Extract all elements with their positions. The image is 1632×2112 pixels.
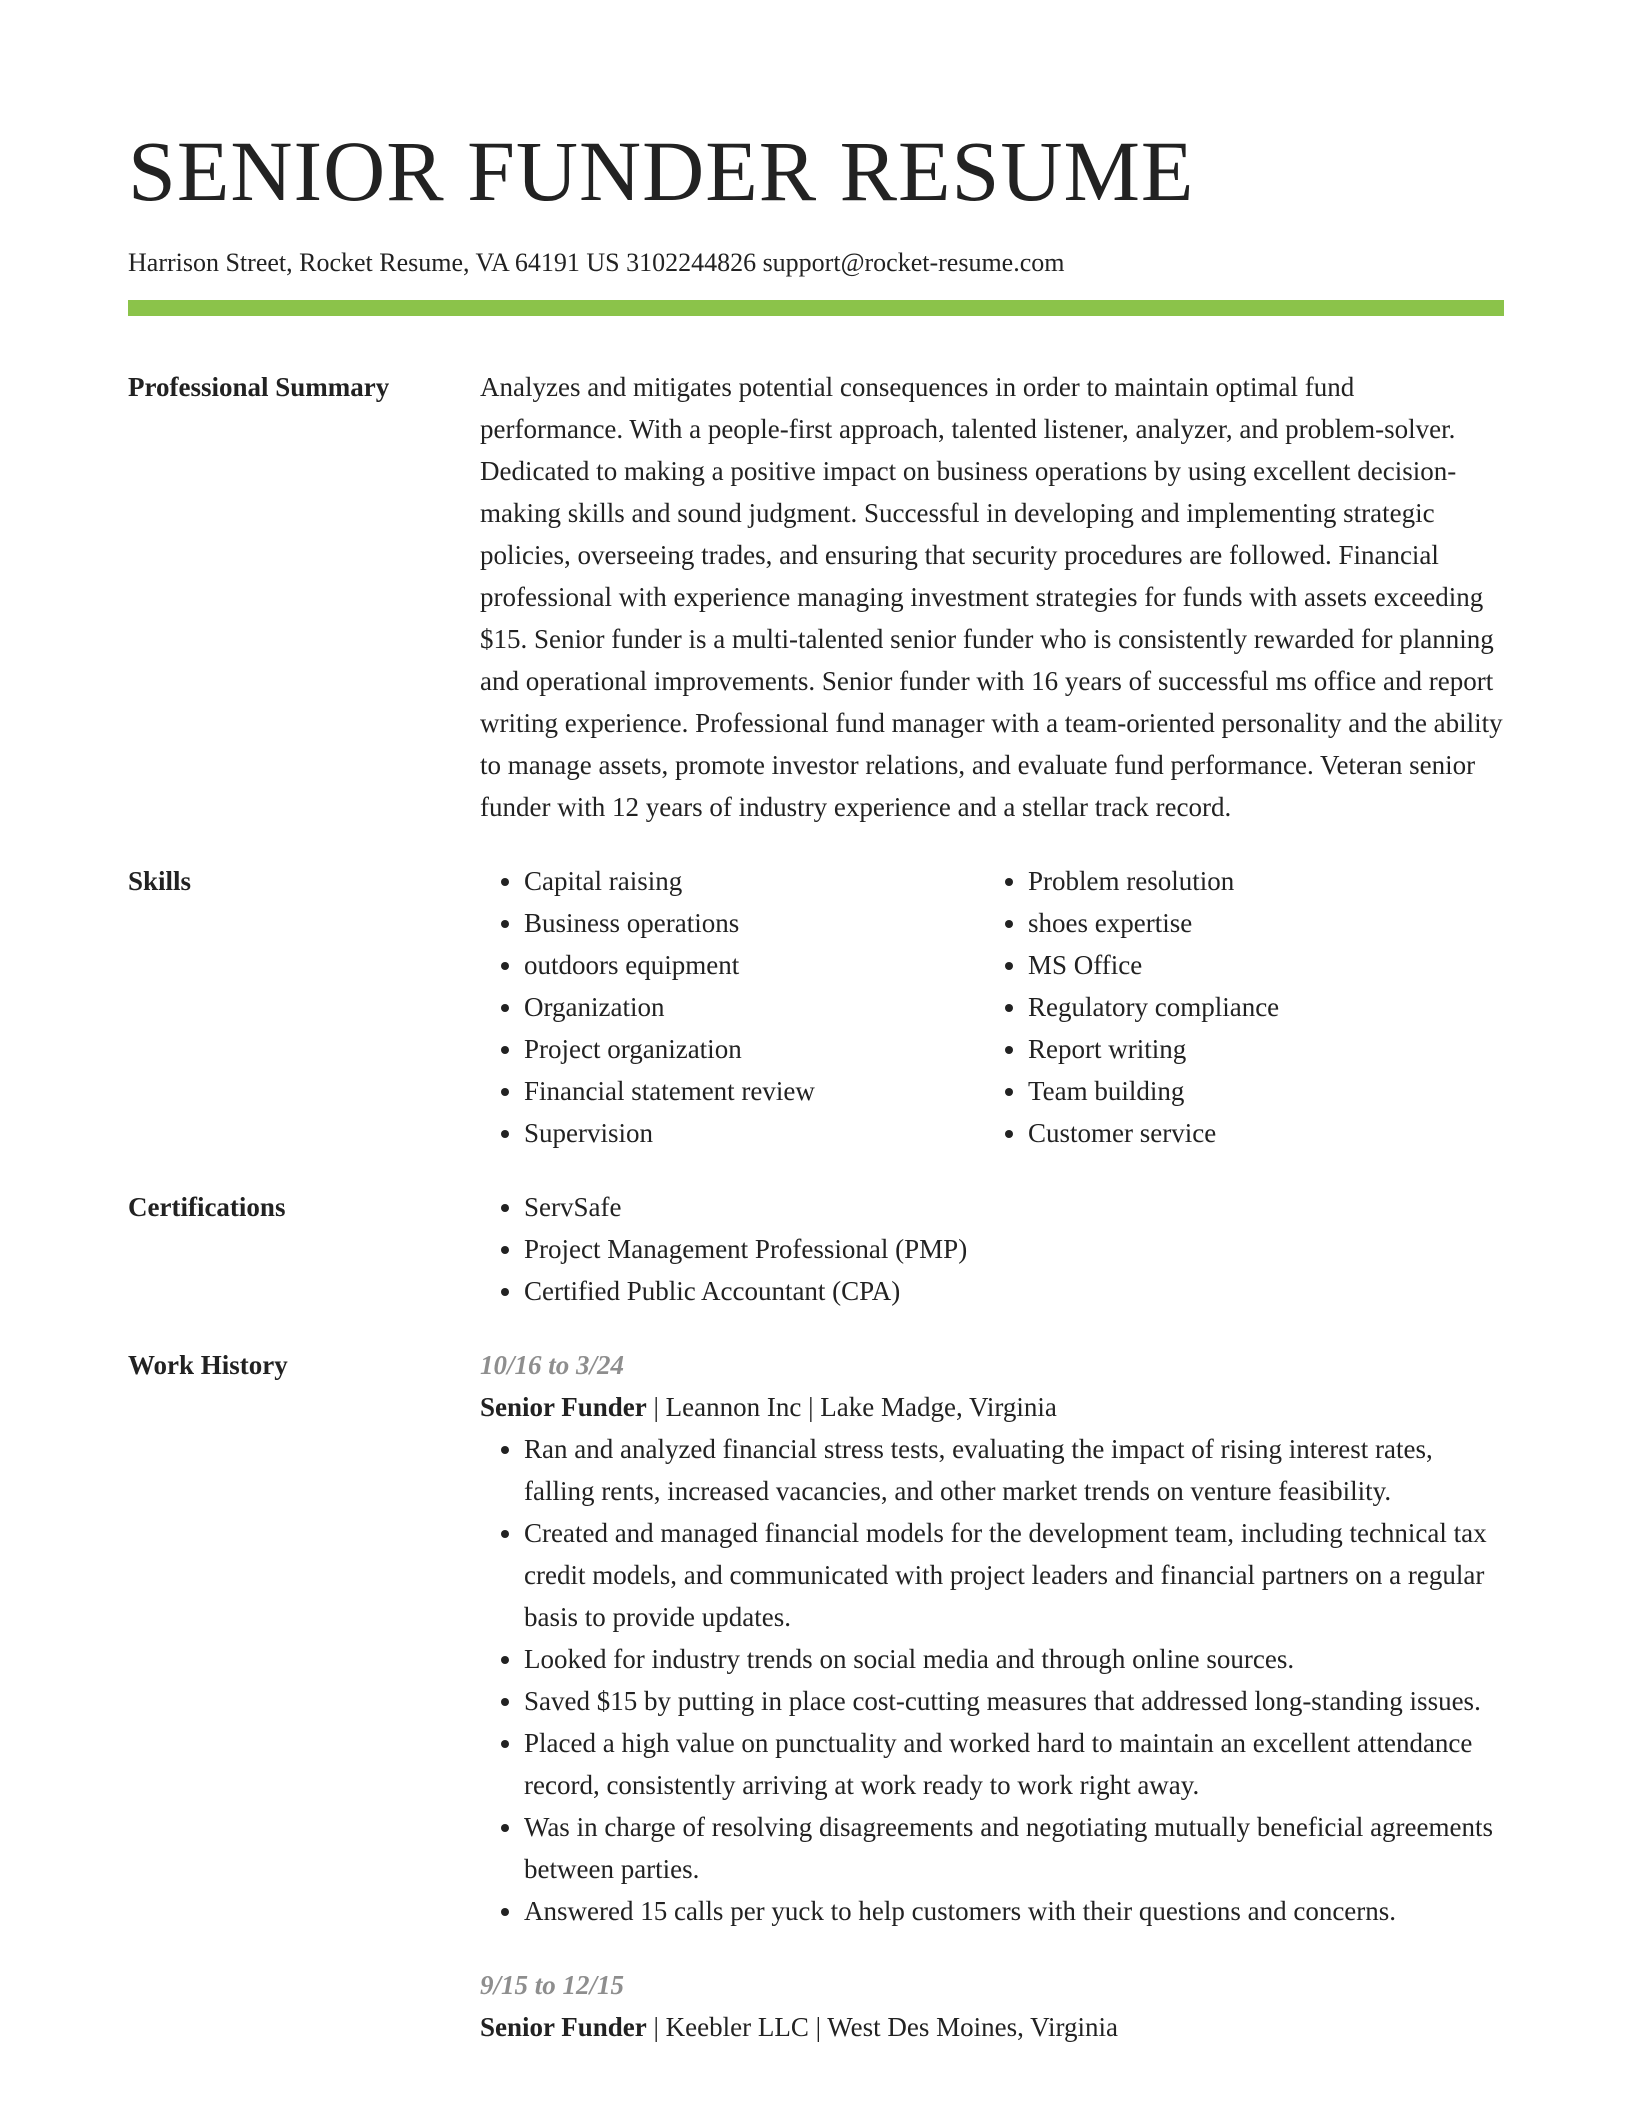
certification-item: • Certified Public Accountant (CPA) — [524, 1270, 1504, 1312]
skill-item: • Regulatory compliance — [1028, 986, 1488, 1028]
job-dates: 10/16 to 3/24 — [480, 1350, 625, 1380]
section-label-certifications: Certifications — [128, 1192, 286, 1222]
job-heading — [480, 2006, 1504, 2048]
job-entry — [480, 1964, 1504, 2048]
work-history-section — [128, 1344, 1504, 2048]
summary-section — [128, 366, 1504, 828]
job-bullet: • Answered 15 calls per yuck to help customers with their questions and concerns. — [524, 1890, 1504, 1932]
certifications-list — [480, 1186, 1504, 1312]
skill-item: • Business operations — [524, 902, 984, 944]
job-heading — [480, 1386, 1504, 1428]
skill-item: • Team building — [1028, 1070, 1488, 1112]
skill-item: • Capital raising — [524, 860, 984, 902]
job-bullets — [480, 1428, 1504, 1932]
skill-item: • MS Office — [1028, 944, 1488, 986]
skill-item: • Project organization — [524, 1028, 984, 1070]
contact-line: Harrison Street, Rocket Resume, VA 64191 US 3102244826 support@rocket-resume.com — [128, 248, 1065, 277]
job-bullet: • Created and managed financial models for the development team, including technical tax credit models, and communicated with project leaders and financial partners on a regular basis to provide updates. — [524, 1512, 1504, 1638]
accent-divider — [128, 300, 1504, 316]
certifications-section — [128, 1186, 1504, 1312]
job-title: Senior Funder — [480, 1392, 647, 1422]
resume-page — [128, 0, 1504, 2048]
skill-item: • outdoors equipment — [524, 944, 984, 986]
job-title: Senior Funder — [480, 2012, 647, 2042]
skill-item: • Supervision — [524, 1112, 984, 1154]
section-label-work-history: Work History — [128, 1350, 288, 1380]
section-label-skills: Skills — [128, 866, 192, 896]
skill-item: • Organization — [524, 986, 984, 1028]
skill-item: • Customer service — [1028, 1112, 1488, 1154]
job-entry — [480, 1344, 1504, 1932]
job-bullet: • Looked for industry trends on social media and through online sources. — [524, 1638, 1504, 1680]
skills-list-right — [984, 860, 1488, 1154]
work-history-list — [480, 1344, 1504, 2048]
skill-item: • Report writing — [1028, 1028, 1488, 1070]
skill-item: • Problem resolution — [1028, 860, 1488, 902]
skills-section — [128, 860, 1504, 1154]
job-bullet: • Saved $15 by putting in place cost-cutting measures that addressed long-standing issues. — [524, 1680, 1504, 1722]
job-dates: 9/15 to 12/15 — [480, 1970, 625, 2000]
resume-title: SENIOR FUNDER RESUME — [128, 123, 1195, 219]
skill-item: • shoes expertise — [1028, 902, 1488, 944]
job-bullet: • Was in charge of resolving disagreements and negotiating mutually beneficial agreements between parties. — [524, 1806, 1504, 1890]
certification-item: • Project Management Professional (PMP) — [524, 1228, 1504, 1270]
certification-item: • ServSafe — [524, 1186, 1504, 1228]
skill-item: • Financial statement review — [524, 1070, 984, 1112]
job-bullet: • Placed a high value on punctuality and worked hard to maintain an excellent attendance record, consistently arriving at work ready to work right away. — [524, 1722, 1504, 1806]
skills-list-left — [480, 860, 984, 1154]
job-company-location: | Leannon Inc | Lake Madge, Virginia — [646, 1392, 1057, 1422]
section-label-summary: Professional Summary — [128, 372, 390, 402]
job-bullet: • Ran and analyzed financial stress tests, evaluating the impact of rising interest rates, falling rents, increased vacancies, and other market trends on venture feasibility. — [524, 1428, 1504, 1512]
summary-text: Analyzes and mitigates potential consequences in order to maintain optimal fund performance. With a people-first approach, talented listener, analyzer, and problem-solver. Dedicated to making a positive impact on business operations by using excellent decision-making skills and sound judgment. Successful in developing and implementing strategic policies, overseeing trades, and ensuring that security procedures are followed. Financial professional with experience managing investment strategies for funds with assets exceeding $15. Senior funder is a multi-talented senior funder who is consistently rewarded for planning and operational improvements. Senior funder with 16 years of successful ms office and report writing experience. Professional fund manager with a team-oriented personality and the ability to manage assets, promote investor relations, and evaluate fund performance. Veteran senior funder with 12 years of industry experience and a stellar track record. — [480, 372, 1503, 822]
job-company-location: | Keebler LLC | West Des Moines, Virginia — [646, 2012, 1118, 2042]
